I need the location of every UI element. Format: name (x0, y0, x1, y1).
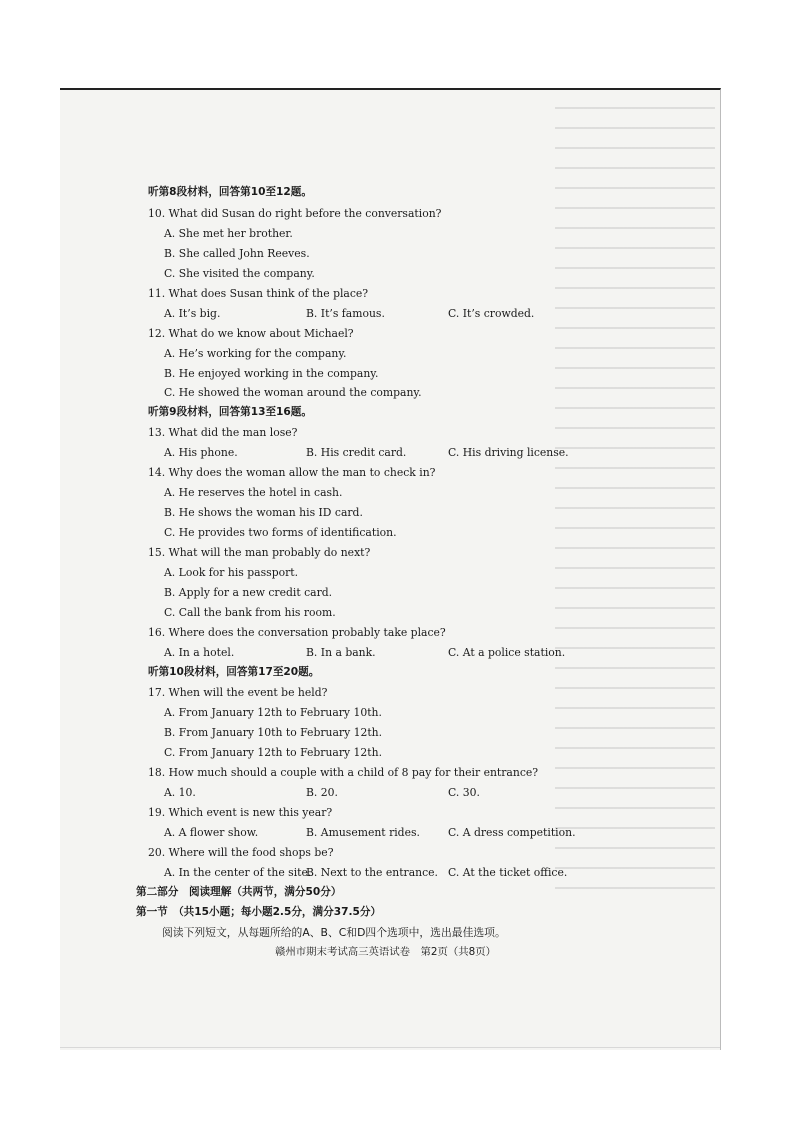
option: A. In the center of the site. (164, 866, 312, 879)
question-16: 16. Where does the conversation probably take place? (148, 626, 446, 639)
option: B. 20. (306, 786, 338, 799)
option: A. He reserves the hotel in cash. (164, 486, 343, 499)
option: A. Look for his passport. (164, 566, 299, 579)
option: B. She called John Reeves. (164, 247, 310, 260)
option: B. He shows the woman his ID card. (164, 506, 363, 519)
option: B. His credit card. (306, 446, 407, 459)
question-12: 12. What do we know about Michael? (148, 327, 354, 340)
option: A. A flower show. (164, 826, 259, 839)
option: A. In a hotel. (164, 646, 235, 659)
question-17: 17. When will the event be held? (148, 686, 328, 699)
option: C. A dress competition. (448, 826, 576, 839)
option: C. 30. (448, 786, 480, 799)
option: C. Call the bank from his room. (164, 606, 336, 619)
option: A. From January 12th to February 10th. (164, 706, 382, 719)
section-heading: 第一节 （共15小题；每小题2.5分，满分37.5分） (136, 906, 382, 918)
option: B. In a bank. (306, 646, 376, 659)
option: C. At the ticket office. (448, 866, 568, 879)
option: C. He provides two forms of identification. (164, 526, 397, 539)
option: B. Apply for a new credit card. (164, 586, 333, 599)
option: A. His phone. (164, 446, 238, 459)
option: C. At a police station. (448, 646, 566, 659)
instruction-text: 阅读下列短文，从每题所给的A、B、C和D四个选项中，选出最佳选项。 (162, 926, 506, 939)
option: A. He’s working for the company. (164, 347, 347, 360)
option: B. Next to the entrance. (306, 866, 438, 879)
option: C. She visited the company. (164, 267, 315, 280)
option: B. Amusement rides. (306, 826, 420, 839)
question-20: 20. Where will the food shops be? (148, 846, 334, 859)
option: C. From January 12th to February 12th. (164, 746, 383, 759)
page-footer: 赣州市期末考试高三英语试卷 第2页（共8页） (275, 946, 497, 958)
option: B. From January 10th to February 12th. (164, 726, 383, 739)
option: A. She met her brother. (164, 227, 293, 240)
option: C. His driving license. (448, 446, 569, 459)
part-heading: 第二部分 阅读理解（共两节，满分50分） (136, 886, 342, 898)
section-heading: 听第9段材料，回答第13至16题。 (148, 406, 312, 418)
option: A. It’s big. (164, 307, 221, 320)
option: A. 10. (164, 786, 196, 799)
section-heading: 听第8段材料，回答第10至12题。 (148, 186, 312, 198)
option: B. It’s famous. (306, 307, 385, 320)
option: C. It’s crowded. (448, 307, 535, 320)
bleed-through-text (555, 95, 715, 895)
question-19: 19. Which event is new this year? (148, 806, 333, 819)
section-heading: 听第10段材料，回答第17至20题。 (148, 666, 320, 678)
question-10: 10. What did Susan do right before the conversation? (148, 207, 442, 220)
question-14: 14. Why does the woman allow the man to check in? (148, 466, 436, 479)
option: C. He showed the woman around the company. (164, 386, 422, 399)
question-18: 18. How much should a couple with a child of 8 pay for their entrance? (148, 766, 539, 779)
question-13: 13. What did the man lose? (148, 426, 298, 439)
divider (60, 1047, 720, 1048)
option: B. He enjoyed working in the company. (164, 367, 379, 380)
question-11: 11. What does Susan think of the place? (148, 287, 369, 300)
question-15: 15. What will the man probably do next? (148, 546, 371, 559)
